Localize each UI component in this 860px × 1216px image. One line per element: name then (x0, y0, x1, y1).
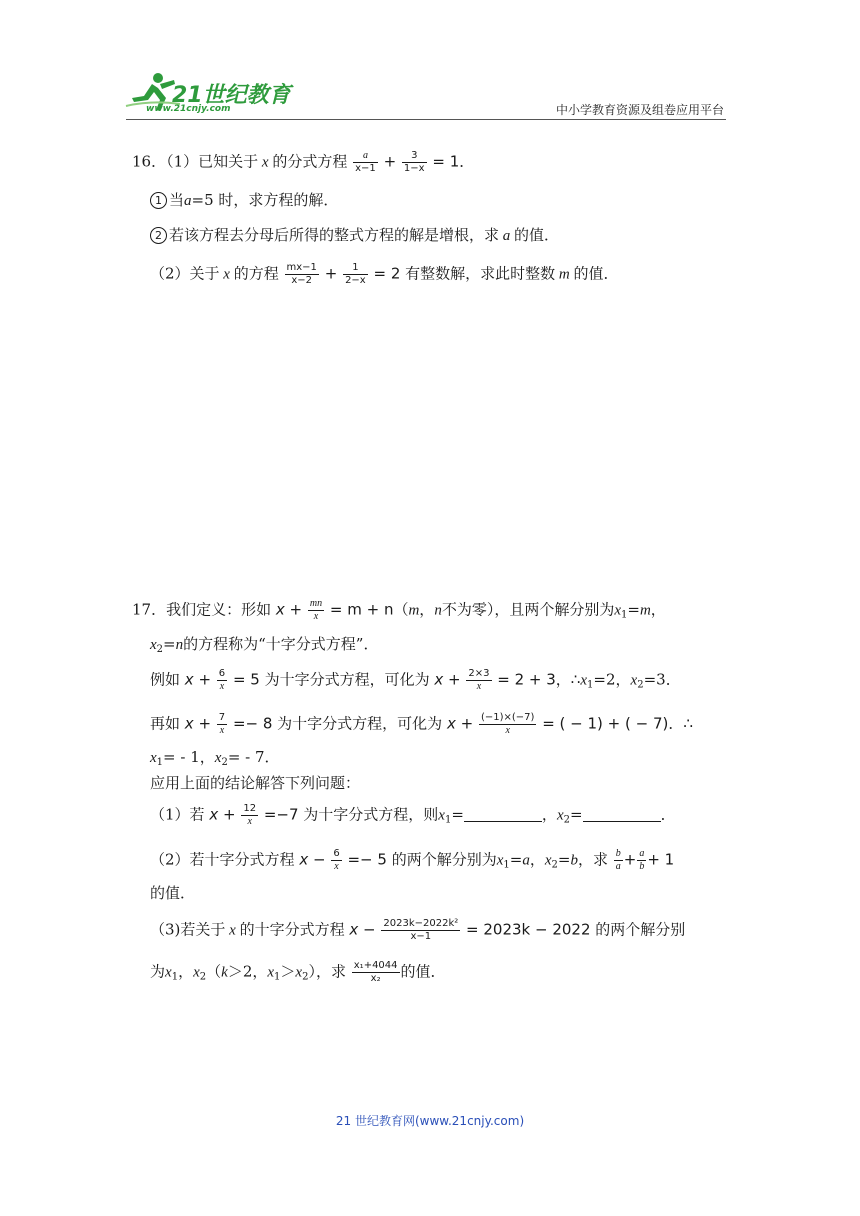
q17-part3-line2: 为$x_1$，$x_2(k>2$，$x_1>x_2$），求 $\frac{\text{x₁+4044}}{\text{x₂}}$ 的值． (150, 960, 446, 984)
q16-line1: 16．（1）已知关于 x 的分式方程 $\frac{a}{x-1}$ + $\frac{3}{1-x}$ = 1． (132, 150, 475, 174)
q16-fraction-1: $\frac{a}{x-1}$ (355, 150, 376, 174)
q17-line5: $x_1=$ ‑ 1，$x_2=$ ‑ 7． (150, 748, 280, 768)
q17-part1: （1）若 x + $\frac{12}{x}$ =−7 为十字分式方程，则$x_1=$ ，$x_2=$ ． (150, 803, 676, 827)
q17-part2: （2）若十字分式方程 x − $\frac{6}{x}$ =− 5 的两个解分别为$x_1=a$，$x_2=b$，求 $\frac{b}{a}$ + $\frac{a}{b}$ + 1 (150, 848, 675, 872)
q17-part3: （3)若关于 x 的十字分式方程 x − $\frac{\text{2023k−2022k²}}{x-1}$ = 2023k − 2022 的两个解分别 (150, 918, 686, 942)
answer-blank-x1[interactable] (464, 807, 542, 822)
header-right-text: 中小学教育资源及组卷应用平台 (555, 103, 724, 117)
q17-line4: 再如 x + $\frac{7}{x}$ =− 8 为十字分式方程，可化为 x + $\frac{(-1)\times(-7)}{x}$ = ( − 1) + ( − 7)．∴ (150, 712, 693, 736)
q17-line3: 例如 x + $\frac{6}{x}$ = 5 为十字分式方程，可化为 x + $\frac{2\times 3}{x}$ = 2 + 3，$\therefore x_1=2$，$x_2=3$． (150, 668, 681, 692)
logo-text: 21世纪教育 (172, 83, 291, 108)
logo-url: www.21cnjy.com (146, 104, 231, 114)
q16-p2-fraction-1: $\frac{mx-1}{x-2}$ (286, 262, 317, 286)
q16-sub1: 1 当a=5 时，求方程的解． (150, 189, 338, 212)
q17-line6: 应用上面的结论解答下列问题： (150, 774, 361, 792)
answer-blank-x2[interactable] (583, 807, 661, 822)
q17-part2-line2: 的值． (150, 884, 196, 902)
header-rule (126, 119, 726, 120)
q16-fraction-2: $\frac{3}{1-x}$ (403, 150, 425, 174)
q16-part2: （2）关于 x 的方程 $\frac{mx-1}{x-2}$ + $\frac{1}{2-x}$ = 2 有整数解，求此时整数 m 的值． (150, 262, 619, 286)
q16-p2-fraction-2: $\frac{1}{2-x}$ (345, 262, 366, 286)
footer-text[interactable]: 21 世纪教育网(www.21cnjy.com) (335, 1114, 525, 1128)
q17-line1: 17．我们定义：形如 x + $\frac{mn}{x}$ = m + n（m，n不为零），且两个解分别为$x_1=m$， (132, 598, 666, 622)
logo (122, 70, 292, 120)
q17-line2: $x_2=n$的方程称为“十字分式方程”． (150, 635, 379, 655)
q16-sub2: 2 若该方程去分母后所得的整式方程的解是增根，求 a 的值． (150, 224, 559, 247)
